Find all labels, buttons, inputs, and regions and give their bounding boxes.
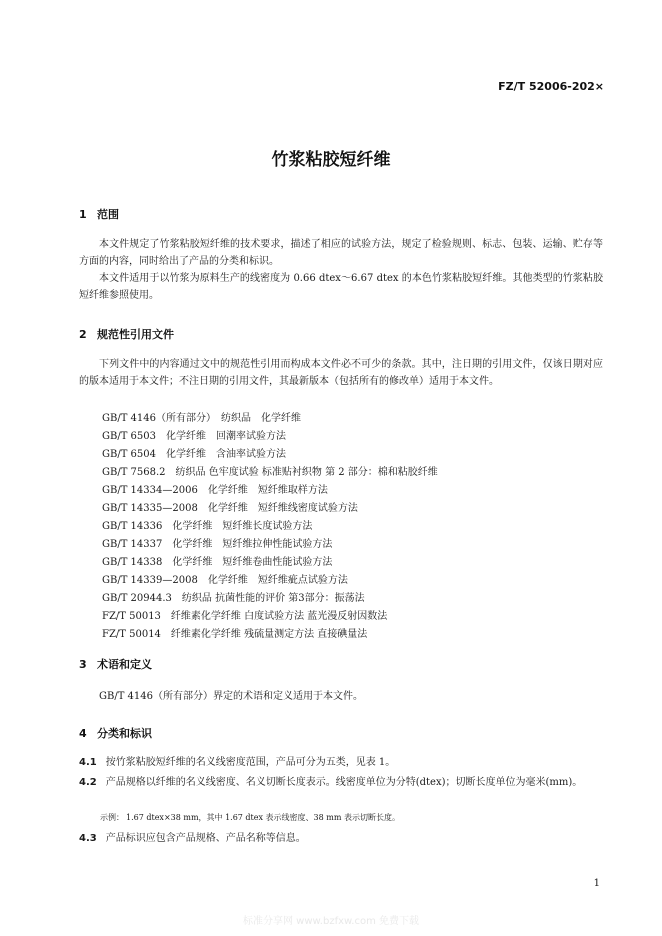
- references-intro-paragraph: 下列文件中的内容通过文中的规范性引用而构成本文件必不可少的条款。其中，注日期的引用文件，仅该日期对应的版本适用于本文件；不注日期的引用文件，其最新版本（包括所有的修改单）适用于本文件。: [79, 359, 603, 387]
- reference-item: GB/T 14335—2008 化学纤维 短纤维线密度试验方法: [102, 503, 358, 514]
- reference-item: FZ/T 50013 纤维素化学纤维 白度试验方法 蓝光漫反射因数法: [102, 611, 388, 622]
- section-title: 术语和定义: [97, 658, 152, 671]
- section-heading-normative-references: [79, 326, 174, 342]
- reference-item: GB/T 6504 化学纤维 含油率试验方法: [102, 449, 287, 460]
- watermark: 标准分享网 www.bzfxw.com 免费下载: [243, 916, 419, 927]
- section-title: 规范性引用文件: [97, 328, 174, 341]
- example-note: [100, 812, 400, 823]
- clause-number: 4.2: [79, 777, 97, 788]
- reference-item: GB/T 14337 化学纤维 短纤维拉伸性能试验方法: [102, 539, 333, 550]
- section-number: 1: [79, 208, 87, 221]
- clause-number: 4.3: [79, 833, 97, 844]
- reference-item: GB/T 6503 化学纤维 回潮率试验方法: [102, 431, 287, 442]
- example-label: 示例：: [100, 813, 124, 822]
- section-number: 2: [79, 328, 87, 341]
- clause-number: 4.1: [79, 757, 97, 768]
- section-heading-scope: [79, 206, 119, 222]
- reference-item: GB/T 14336 化学纤维 短纤维长度试验方法: [102, 521, 313, 532]
- reference-item: GB/T 14338 化学纤维 短纤维卷曲性能试验方法: [102, 557, 333, 568]
- clause-4-3: [79, 830, 603, 847]
- clause-4-2: [79, 774, 603, 791]
- reference-list: [102, 410, 438, 644]
- clause-text: 按竹浆粘胶短纤维的名义线密度范围，产品可分为五类，见表 1。: [105, 757, 396, 768]
- scope-paragraph-2: 本文件适用于以竹浆为原料生产的线密度为 0.66 dtex～6.67 dtex 的本色竹浆粘胶短纤维。其他类型的竹浆粘胶短纤维参照使用。: [79, 273, 603, 301]
- reference-item: GB/T 14334—2006 化学纤维 短纤维取样方法: [102, 485, 328, 496]
- document-title: 竹浆粘胶短纤维: [271, 150, 391, 170]
- reference-item: GB/T 7568.2 纺织品 色牢度试验 标准贴衬织物 第 2 部分：棉和粘胶纤维: [102, 467, 438, 478]
- clause-text: 产品标识应包含产品规格、产品名称等信息。: [105, 833, 306, 844]
- standard-code: FZ/T 52006-202×: [498, 80, 604, 93]
- section-title: 范围: [97, 208, 119, 221]
- example-text: 1.67 dtex×38 mm，其中 1.67 dtex 表示线密度、38 mm 表示切断长度。: [126, 813, 400, 822]
- reference-item: GB/T 20944.3 纺织品 抗菌性能的评价 第3部分：振荡法: [102, 593, 365, 604]
- page-number: 1: [593, 878, 600, 889]
- clause-4-1: [79, 754, 603, 771]
- section-title: 分类和标识: [97, 727, 152, 740]
- reference-item: FZ/T 50014 纤维素化学纤维 残硫量测定方法 直接碘量法: [102, 629, 368, 640]
- section-number: 4: [79, 727, 87, 740]
- section-heading-terms-definitions: [79, 656, 152, 672]
- section-number: 3: [79, 658, 87, 671]
- section-heading-classification: [79, 725, 152, 741]
- clause-text: 产品规格以纤维的名义线密度、名义切断长度表示。线密度单位为分特(dtex)；切断长度单位为毫米(mm)。: [105, 777, 583, 788]
- reference-item: GB/T 14339—2008 化学纤维 短纤维疵点试验方法: [102, 575, 348, 586]
- reference-item: GB/T 4146（所有部分） 纺织品 化学纤维: [102, 413, 302, 424]
- scope-paragraph-1: 本文件规定了竹浆粘胶短纤维的技术要求，描述了相应的试验方法，规定了检验规则、标志、包装、运输、贮存等方面的内容，同时给出了产品的分类和标识。: [79, 239, 603, 267]
- terms-paragraph: GB/T 4146（所有部分）界定的术语和定义适用于本文件。: [99, 691, 364, 702]
